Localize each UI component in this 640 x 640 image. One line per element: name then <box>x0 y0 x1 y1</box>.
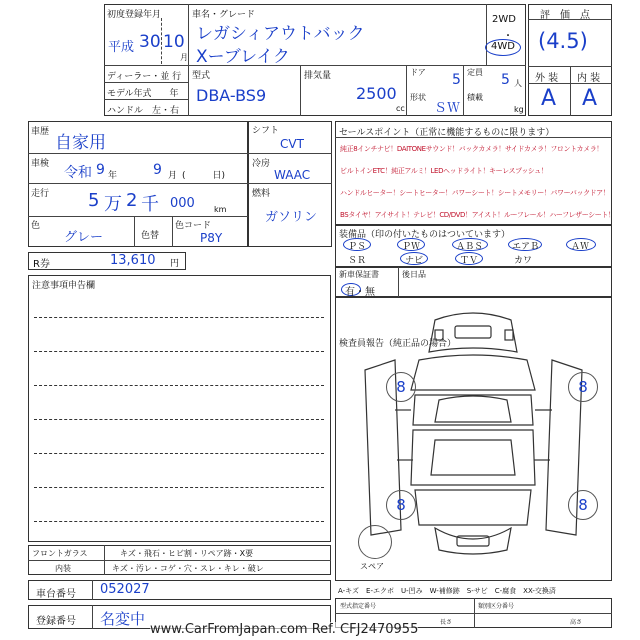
model-type-label: 型式 <box>192 71 211 81</box>
dealer-label: ディーラー・並 行 <box>107 72 182 82</box>
capacity-unit: 人 <box>514 79 522 88</box>
car-name-label: 車名・グレード <box>192 10 256 20</box>
equip-tv: ＴＶ <box>460 256 479 266</box>
equip-airbag: エアＢ <box>512 242 540 252</box>
reg-value: 名変中 <box>100 610 146 628</box>
inspection-map-title: 検査員報告（純正品の場合） <box>339 339 457 349</box>
equip-pw: ＰＷ <box>402 242 421 252</box>
notes-box <box>28 275 331 542</box>
equipment-title: 装備品（印の付いたものはついています） <box>339 230 511 240</box>
exterior-label: 外 装 <box>535 73 559 84</box>
car-grade: Xーブレイク <box>196 47 290 67</box>
spare-label: スペア <box>360 562 384 571</box>
cc-unit: cc <box>396 104 405 113</box>
chassis-label: 車台番号 <box>36 589 76 600</box>
capacity: 5 <box>501 72 510 88</box>
first-reg-label: 初度登録年月 <box>107 10 162 20</box>
displacement: 2500 <box>356 84 397 103</box>
sales-point-line-1: 純正8インチナビ！DAITONEサウンド！バックカメラ！サイドカメラ！フロントカメラ！ <box>340 145 603 153</box>
tire-front-left: 8 <box>386 372 416 402</box>
tire-front-right: 8 <box>568 372 598 402</box>
interior-grade: A <box>582 86 598 111</box>
eval-label: 評 価 点 <box>540 10 590 21</box>
shape: ＳＷ <box>434 101 461 116</box>
usage-label: 車歴 <box>31 127 50 137</box>
equip-ps: ＰＳ <box>348 242 367 252</box>
r-ken-box <box>28 252 186 270</box>
mileage-label: 走行 <box>31 189 50 199</box>
equip-navi: ナビ <box>405 256 424 266</box>
displacement-label: 排気量 <box>304 71 332 81</box>
model-type: DBA-BS9 <box>196 86 267 105</box>
equip-sr: ＳＲ <box>348 256 367 266</box>
chassis-value: 052027 <box>100 582 150 597</box>
watermark: www.CarFromJapan.com Ref. CFJ2470955 <box>150 622 419 637</box>
interior-label: 内 装 <box>577 73 601 84</box>
month-unit: 月 <box>180 53 188 62</box>
interior-glass-label: 内装 <box>55 564 71 573</box>
mileage-sen: 2 <box>126 190 138 211</box>
warranty-value: 有・無 <box>345 287 375 298</box>
color-label: 色 <box>31 221 41 231</box>
equip-aw: ＡＷ <box>571 242 590 252</box>
shape-label: 形状 <box>410 93 426 102</box>
damage-legend: A-キズ E-エクボ U-凹み W-補修跡 S-サビ C-腐食 XX-交換済 <box>338 587 556 595</box>
model-year-label: モデル年式 年 <box>107 89 179 99</box>
color: グレー <box>64 230 104 245</box>
capacity-label: 定員 <box>467 68 483 77</box>
stamp-label-3: 長さ <box>440 619 453 626</box>
tire-rear-right: 8 <box>568 490 598 520</box>
r-ken-value: 13,610 <box>110 253 156 268</box>
stamp-label-2: 類別区分番号 <box>478 603 515 610</box>
inspection-label: 車検 <box>31 159 50 169</box>
front-glass-value: キズ・飛石・ヒビ割・リペア跡・X要 <box>120 549 254 558</box>
sales-point-line-2: ビルトインETC！純正アルミ！LEDヘッドライト！キーレスプッシュ！ <box>340 167 548 175</box>
front-glass-label: フロントガラス <box>32 549 88 558</box>
exterior-grade: A <box>541 86 557 111</box>
drive-2wd: 2WD <box>492 14 516 25</box>
sales-point-line-3: ハンドルヒーター！シートヒーター！パワーシート！シートメモリー！パワーバックドア！ <box>340 189 610 197</box>
equip-abs: ＡＢＳ <box>456 242 484 252</box>
kg-unit: kg <box>514 105 524 114</box>
interior-glass-value: キズ・汚レ・コゲ・穴・スレ・キレ・破レ <box>112 564 264 573</box>
aircon-label: 冷房 <box>252 159 271 169</box>
inspection-day: ( 日) <box>182 171 226 181</box>
inspection-month: 9 <box>153 162 162 178</box>
fuel: ガソリン <box>265 210 318 225</box>
door-label: ドア <box>410 68 426 77</box>
shift-label: シフト <box>252 126 280 136</box>
color-code-label: 色コード <box>175 221 212 231</box>
km-unit: km <box>214 205 227 214</box>
reg-label: 登録番号 <box>36 616 76 627</box>
stamp-label-4: 高さ <box>570 619 583 626</box>
mileage-sen-unit: 千 <box>141 194 159 215</box>
copy-label: 後日品 <box>402 270 426 279</box>
era-label: 平成 <box>108 40 135 55</box>
r-ken-label: R券 <box>33 259 50 270</box>
sales-points-title: セールスポイント（正常に機能するものに限ります） <box>339 128 555 138</box>
door: 5 <box>452 72 461 88</box>
handle-label: ハンドル 左・右 <box>107 106 180 116</box>
aircon: WAAC <box>274 168 311 182</box>
load-label: 積載 <box>467 93 483 102</box>
shift: CVT <box>280 137 304 151</box>
reg-month: 10 <box>163 32 185 52</box>
color-code: P8Y <box>200 231 223 245</box>
fuel-label: 燃料 <box>252 189 271 199</box>
equip-leather: カワ <box>514 256 533 266</box>
inspection-year: 9 <box>96 162 105 178</box>
mileage-man: 5 <box>88 190 100 211</box>
inspection-year-unit: 年 <box>108 171 118 181</box>
car-diagram <box>335 300 612 560</box>
mileage-rest: 000 <box>170 196 195 211</box>
stamp-label-1: 型式指定番号 <box>340 603 377 610</box>
sales-point-line-4: BSタイヤ！アイサイト！テレビ！CD/DVD！アイスト！ルーフレール！ハーフレザーシート！ <box>340 211 615 219</box>
eval-score: (4.5) <box>538 29 588 53</box>
era-year: 30 <box>139 32 161 52</box>
notes-title: 注意事項申告欄 <box>32 281 96 291</box>
spare-tire <box>358 525 392 559</box>
warranty-label: 新車保証書 <box>339 270 379 279</box>
mileage-man-unit: 万 <box>104 194 122 215</box>
color-change-label: 色替 <box>141 231 160 241</box>
car-name: レガシィアウトバック <box>196 24 365 44</box>
yen-unit: 円 <box>170 259 180 269</box>
usage: 自家用 <box>55 133 106 153</box>
inspection-era: 令和 <box>64 165 92 181</box>
tire-rear-left: 8 <box>386 490 416 520</box>
inspection-month-unit: 月 <box>168 171 178 181</box>
drive-4wd: 4WD <box>491 41 515 52</box>
